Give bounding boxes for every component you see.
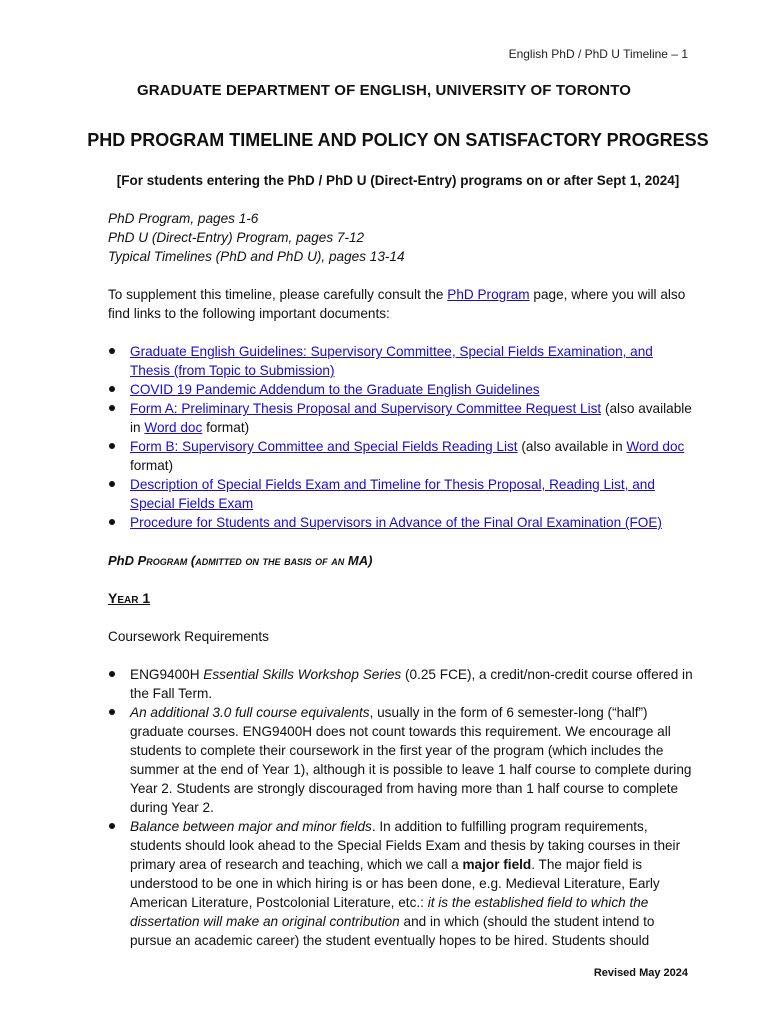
- page-index-item: PhD Program, pages 1-6: [108, 211, 259, 226]
- form-b-link[interactable]: Form B: Supervisory Committee and Special Fields Reading List: [130, 439, 518, 454]
- revision-footer: Revised May 2024: [593, 967, 688, 979]
- list-item: [108, 513, 693, 532]
- document-title: PHD PROGRAM TIMELINE AND POLICY ON SATISFACTORY PROGRESS: [87, 130, 709, 150]
- foe-procedure-link[interactable]: Procedure for Students and Supervisors in Advance of the Final Oral Examination (FOE): [130, 515, 662, 530]
- department-heading: GRADUATE DEPARTMENT OF ENGLISH, UNIVERSITY OF TORONTO: [137, 82, 631, 99]
- coursework-list: [108, 665, 693, 950]
- running-header: English PhD / PhD U Timeline – 1: [508, 47, 688, 61]
- guidelines-link[interactable]: Graduate English Guidelines: Supervisory Committee, Special Fields Examination, and Thesis (from Topic to Submission): [130, 344, 653, 378]
- page-index-item: PhD U (Direct-Entry) Program, pages 7-12: [108, 230, 365, 245]
- special-fields-exam-link[interactable]: Description of Special Fields Exam and Timeline for Thesis Proposal, Reading List, and Special Fields Exam: [130, 477, 655, 511]
- list-item: [108, 475, 693, 513]
- document-subtitle: [For students entering the PhD / PhD U (Direct-Entry) programs on or after Sept 1, 2024]: [116, 173, 680, 188]
- list-item: An additional 3.0 full course equivalents, usually in the form of 6 semester-long (“half”) graduate courses. ENG9400H does not count towards this requirement. We encourage all students to complete their coursework in the first year of the program (which includes the summer at the end of Year 1), although it is possible to leave 1 half course to complete during Year 2. Students are strongly discouraged from having more than 1 half course to complete during Year 2.: [108, 703, 693, 817]
- list-item: Form A: Preliminary Thesis Proposal and Supervisory Committee Request List (also available in Word doc format): [108, 399, 693, 437]
- list-item: [108, 342, 693, 380]
- covid-addendum-link[interactable]: COVID 19 Pandemic Addendum to the Graduate English Guidelines: [130, 382, 540, 397]
- form-b-word-link[interactable]: Word doc: [626, 439, 685, 454]
- documents-list: [108, 342, 693, 532]
- list-item: ENG9400H Essential Skills Workshop Series (0.25 FCE), a credit/non-credit course offered in the Fall Term.: [108, 665, 693, 703]
- intro-paragraph: To supplement this timeline, please carefully consult the PhD Program page, where you will also find links to the following important documents:: [108, 287, 686, 321]
- form-a-link[interactable]: Form A: Preliminary Thesis Proposal and Supervisory Committee Request List: [130, 401, 602, 416]
- year-heading: Year 1: [108, 590, 151, 606]
- phd-program-link[interactable]: PhD Program: [447, 287, 530, 302]
- list-item: [108, 380, 693, 399]
- page-index: [108, 209, 693, 266]
- document-body: [108, 209, 693, 950]
- list-item: Balance between major and minor fields. In addition to fulfilling program requirements, students should look ahead to the Special Fields Exam and thesis by taking courses in their primary area of research and teaching, which we call a major field. The major field is understood to be one in which hiring is or has been done, e.g. Medieval Literature, Early American Literature, Postcolonial Literature, etc.: it is the established field to which the dissertation will make an original contribution and in which (should the student intend to pursue an academic career) the student eventually hopes to be hired. Students should: [108, 817, 693, 950]
- page-index-item: Typical Timelines (PhD and PhD U), pages 13-14: [108, 249, 405, 264]
- coursework-heading: Coursework Requirements: [108, 629, 269, 644]
- section-heading: PhD Program (admitted on the basis of an MA): [108, 553, 373, 568]
- list-item: Form B: Supervisory Committee and Special Fields Reading List (also available in Word doc format): [108, 437, 693, 475]
- form-a-word-link[interactable]: Word doc: [144, 420, 203, 435]
